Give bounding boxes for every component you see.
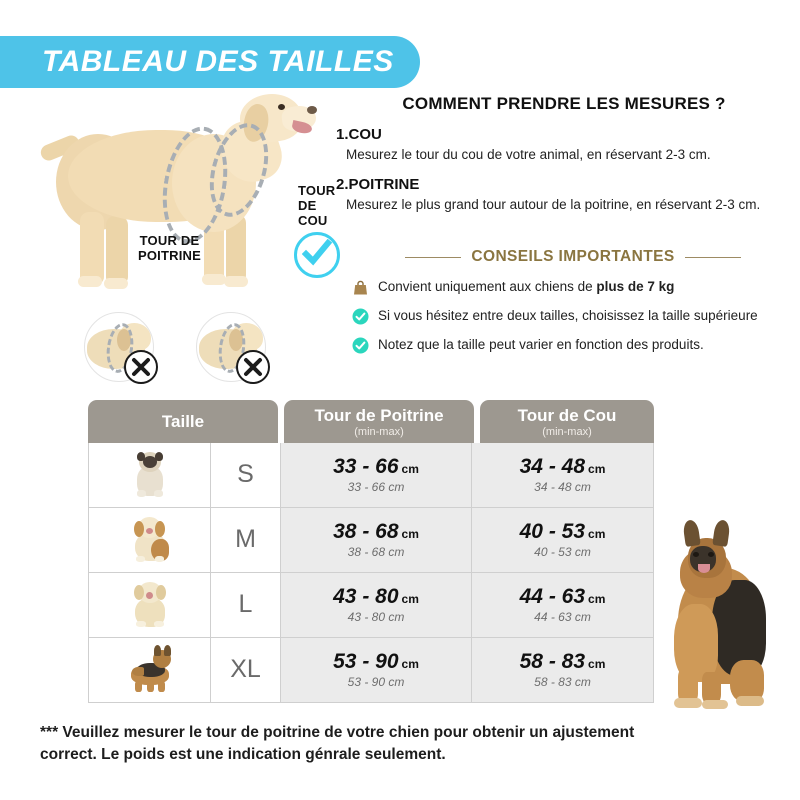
column-header-neck-label: Tour de Cou — [517, 406, 617, 425]
neck-measure-value — [520, 586, 606, 608]
neck-measure-cell — [472, 638, 653, 702]
tip-item-3-text: Notez que la taille peut varier en fonction des produits. — [378, 337, 704, 352]
size-photo-cell — [89, 638, 211, 702]
incorrect-example-1 — [84, 312, 158, 386]
tips-heading — [352, 248, 794, 266]
size-letter-cell: S — [211, 443, 281, 507]
neck-measure-unit: cm — [588, 591, 606, 606]
chest-measure-unit: cm — [401, 656, 419, 671]
instruction-step-1-title: 1.COU — [336, 126, 382, 143]
neck-measure-subvalue: 40 - 53 cm — [534, 544, 591, 559]
check-circle-icon — [352, 337, 369, 354]
neck-measure-value — [520, 651, 606, 673]
dog-paw-shape — [154, 490, 163, 497]
chest-measure-label-line2: POITRINE — [138, 247, 201, 263]
labrador-photo — [123, 580, 177, 630]
dog-paw-shape — [155, 556, 164, 562]
pug-photo — [123, 450, 177, 500]
dog-tongue-shape — [146, 592, 153, 599]
chest-measure-subvalue: 33 - 66 cm — [347, 479, 405, 494]
dog-leg-shape — [158, 681, 165, 692]
table-row — [89, 572, 653, 637]
table-row — [89, 637, 653, 702]
neck-measure-unit: cm — [588, 461, 606, 476]
chest-measure-value — [333, 456, 419, 478]
neck-measure-unit: cm — [588, 656, 606, 671]
dog-ear-shape — [154, 645, 161, 656]
footnote: *** Veuillez mesurer le tour de poitrine de votre chien pour obtenir un ajustement correct. Le poids est une indication génrale seulement. — [40, 724, 635, 764]
beagle-photo — [123, 515, 177, 565]
tip-item-1-text — [378, 278, 674, 296]
neck-measure-cell — [472, 443, 653, 507]
chest-measure-range: 33 - 66 — [333, 454, 399, 478]
german-shepherd-hero-photo — [648, 520, 788, 716]
neck-measure-cell — [472, 508, 653, 572]
dog-nose — [307, 106, 317, 114]
check-circle-icon — [352, 308, 369, 325]
size-letter-cell: XL — [211, 638, 281, 702]
shepherd-eye-right — [708, 552, 714, 557]
shepherd-paw-back — [736, 696, 764, 706]
dog-paw-shape — [136, 621, 146, 627]
neck-measure-subvalue: 58 - 83 cm — [534, 674, 591, 689]
chest-measure-cell — [281, 443, 472, 507]
x-badge-1 — [124, 350, 158, 384]
dog-paw-shape — [136, 556, 145, 562]
tip-1-text-bold: plus de 7 kg — [596, 279, 675, 294]
neck-measure-unit: cm — [588, 526, 606, 541]
tip-item-2-text: Si vous hésitez entre deux tailles, choisissez la taille supérieure — [378, 308, 758, 323]
column-header-chest-label: Tour de Poitrine — [314, 406, 444, 425]
neck-measure-range: 44 - 63 — [519, 584, 586, 608]
size-table — [88, 400, 654, 703]
chest-measure-cell — [281, 573, 472, 637]
dog-ear-shape — [134, 585, 144, 600]
tip-item-2 — [352, 307, 794, 325]
column-header-neck — [480, 400, 654, 443]
neck-measure-value — [520, 456, 606, 478]
table-row — [89, 443, 653, 507]
dog-paw-shape — [137, 490, 146, 497]
tip-1-text-plain: Convient uniquement aux chiens de — [378, 279, 597, 294]
neck-measure-range: 58 - 83 — [519, 649, 586, 673]
dog-ear-shape — [156, 585, 166, 600]
chest-measure-unit: cm — [401, 591, 419, 606]
shepherd-paw-left — [674, 698, 702, 708]
dog-ear-shape — [137, 452, 145, 461]
size-photo-cell — [89, 508, 211, 572]
dog-leg-back-right — [106, 216, 128, 284]
instruction-step-2-title: 2.POITRINE — [336, 176, 420, 194]
dog-paw-shape — [154, 621, 164, 627]
size-letter-cell: M — [211, 508, 281, 572]
incorrect-examples — [84, 312, 304, 388]
divider-right — [685, 257, 741, 258]
dog-eye — [278, 104, 285, 110]
instruction-step-1 — [336, 126, 792, 164]
chest-measure-value — [333, 521, 419, 543]
weight-bag-icon — [352, 279, 369, 296]
column-header-taille-label: Taille — [161, 412, 205, 432]
x-badge-2 — [236, 350, 270, 384]
column-header-neck-sublabel: (min-max) — [542, 425, 592, 438]
divider-left — [405, 257, 461, 258]
size-photo-cell — [89, 443, 211, 507]
chest-measure-range: 38 - 68 — [333, 519, 399, 543]
dog-paw-1 — [202, 274, 226, 285]
instruction-step-2-body: Mesurez le plus grand tour autour de la poitrine, en réservant 2-3 cm. — [346, 197, 761, 213]
instruction-step-2 — [336, 176, 792, 214]
neck-measure-label-line1: TOUR — [298, 183, 336, 198]
chest-measure-label-line1: TOUR DE — [139, 233, 200, 248]
instructions-section — [336, 94, 792, 226]
chest-measure-value — [333, 586, 419, 608]
german-shepherd-photo — [123, 645, 177, 695]
chest-measure-range: 43 - 80 — [333, 584, 399, 608]
incorrect-example-2 — [196, 312, 270, 386]
dog-ear-shape — [134, 521, 144, 537]
shepherd-eye-left — [693, 552, 699, 557]
dog-ear-shape — [155, 521, 165, 537]
chest-measure-unit: cm — [401, 461, 419, 476]
dog-leg-shape — [135, 681, 142, 692]
column-header-chest — [284, 400, 474, 443]
dog-paw-4 — [104, 278, 128, 289]
instructions-heading: COMMENT PRENDRE LES MESURES ? — [402, 94, 726, 113]
chest-measure-subvalue: 53 - 90 cm — [347, 674, 405, 689]
page-title-banner — [0, 36, 420, 88]
neck-measure-cell — [472, 573, 653, 637]
shepherd-ear-left — [682, 519, 700, 547]
instruction-step-1-body: Mesurez le tour du cou de votre animal, en réservant 2-3 cm. — [346, 147, 711, 162]
correct-method-badge — [294, 232, 340, 278]
shepherd-paw-right — [702, 700, 728, 709]
tip-item-1 — [352, 278, 794, 296]
shepherd-ear-right — [712, 519, 730, 547]
shepherd-tongue — [698, 564, 710, 573]
neck-measure-label-line2: DE COU — [298, 197, 328, 228]
neck-measure-value — [520, 521, 606, 543]
chest-measure-range: 53 - 90 — [333, 649, 399, 673]
size-table-body — [88, 443, 654, 703]
chest-measure-subvalue: 38 - 68 cm — [347, 544, 405, 559]
neck-measure-subvalue: 44 - 63 cm — [534, 609, 591, 624]
chest-measure-subvalue: 43 - 80 cm — [347, 609, 405, 624]
tip-item-3 — [352, 336, 794, 354]
dog-tail-shape — [132, 667, 144, 676]
column-header-chest-sublabel: (min-max) — [354, 425, 404, 438]
chest-measure-label — [138, 234, 201, 264]
size-table-header — [88, 400, 654, 443]
size-letter-cell: L — [211, 573, 281, 637]
chest-measure-value — [333, 651, 419, 673]
neck-measure-range: 34 - 48 — [519, 454, 586, 478]
dog-tongue-shape — [146, 528, 153, 534]
chest-measure-cell — [281, 508, 472, 572]
table-row — [89, 507, 653, 572]
tips-title: CONSEILS IMPORTANTES — [471, 248, 675, 265]
column-header-taille — [88, 400, 278, 443]
measurement-illustration — [46, 92, 346, 292]
dog-leg-shape — [147, 681, 154, 692]
dog-ear-shape — [164, 645, 171, 656]
dog-paw-3 — [78, 276, 102, 287]
chest-measure-unit: cm — [401, 526, 419, 541]
dog-ear-shape — [155, 452, 163, 461]
chest-measure-cell — [281, 638, 472, 702]
dog-leg-back-left — [80, 212, 104, 284]
neck-measure-subvalue: 34 - 48 cm — [534, 479, 591, 494]
dog-paw-2 — [224, 276, 248, 287]
tips-section — [352, 248, 794, 365]
size-photo-cell — [89, 573, 211, 637]
page-title: TABLEAU DES TAILLES — [42, 45, 394, 78]
neck-measure-range: 40 - 53 — [519, 519, 586, 543]
